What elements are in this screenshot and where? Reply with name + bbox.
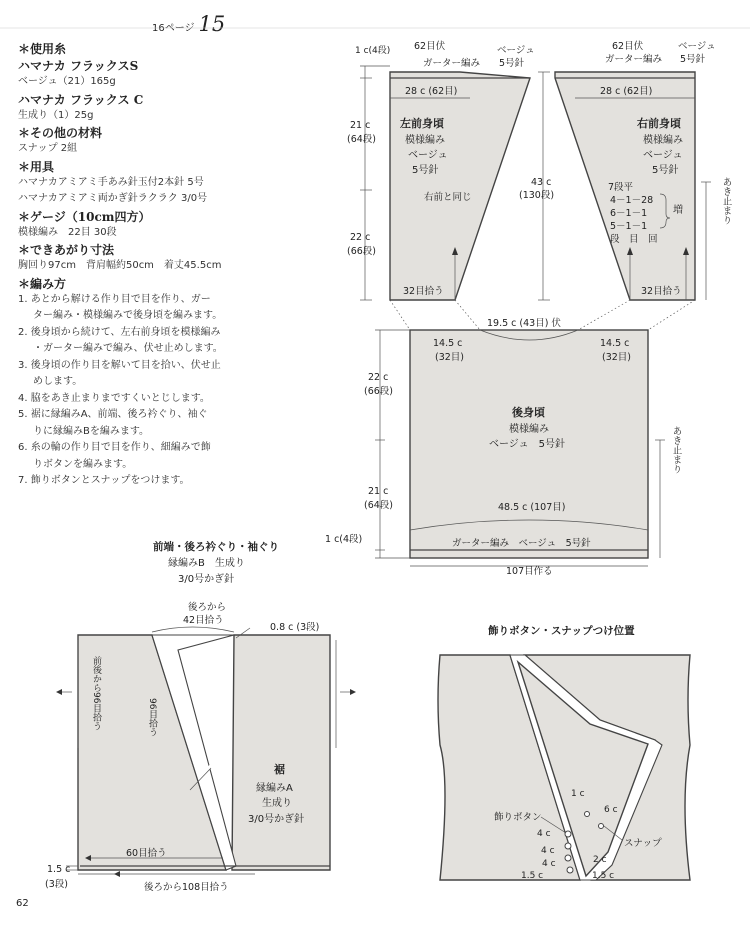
back-shoulder-left: 14.5 c [433,338,463,349]
back-opening: あき止まり [670,426,682,474]
right-front-dec-4: 5－1－1 [610,221,648,232]
step-6-cont: りボタンを編みます。 [33,458,133,470]
edging-hook: 3/0号かぎ針 [178,574,235,585]
step-2-cont: ・ガーター編みで編み、伏せ止めします。 [33,343,223,354]
right-front-inc: 増 [673,205,683,216]
left-front-top-margin: 1 c(4段) [355,46,391,56]
right-front-dec-2: 4－1－28 [610,195,654,206]
step-3-cont: めします。 [33,376,83,387]
right-front-total-h: 43 c [531,177,552,188]
edging-hem-pattern: 縁編みA [256,783,293,794]
left-front-lower-rows: (66段) [347,246,377,257]
tools-title: ＊用具 [18,159,55,174]
left-front-needle: 5号針 [412,165,439,176]
button-diagram-title: 飾りボタン・スナップつけ位置 [488,625,635,637]
edging-hem-h: 1.5 c [47,864,71,875]
left-front-top-sts: 62目伏 [414,41,446,52]
button-dim-4: 2 c [593,855,607,865]
edging-front-back-side: 前後から96目拾う [91,656,101,731]
left-front-pattern: 模様編み [405,135,445,146]
right-front-needle: 5号針 [652,165,679,176]
edging-back-neck-sts: 42目拾う [183,615,224,626]
right-front-dec-3: 6－1－1 [610,208,648,219]
back-lower-rows: (64段) [364,500,394,511]
edging-diagram [45,540,356,893]
edging-title: 前端・後ろ衿ぐり・袖ぐり [153,541,279,553]
back-neck: 19.5 c (43目) 伏 [487,318,561,329]
yarn2-detail: 生成り（1）25g [18,109,94,121]
right-front-top-sts: 62目伏 [612,41,644,52]
edging-hem-front: 60目拾う [126,848,167,859]
tool1: ハマナカアミアミ手あみ針玉付2本針 5号 [18,176,204,188]
back-piece [325,317,682,577]
back-title: 後身頃 [512,406,545,419]
gauge-title: ＊ゲージ（10cm四方） [18,209,151,224]
right-front-pattern: 模様編み [643,135,683,146]
button-dim-8: 1.5 c [592,871,615,881]
edging-front-right [232,635,330,870]
left-front-color: ベージュ [408,150,448,161]
back-lower-h: 21 c [368,486,389,497]
snap-1 [585,812,590,817]
right-front-top-color: ベージュ [678,41,716,52]
left-front-pickup: 32目拾う [403,286,444,297]
left-front-top-needle: 5号針 [499,58,525,69]
right-front-dec-5: 段 目 回 [610,234,658,245]
button-dim-2: 6 c [604,805,618,815]
left-front-shoulder-width: 28 c (62目) [405,86,458,97]
step-1-cont: ター編み・模様編みで後身頃を編みます。 [33,310,223,321]
edging-back-neck: 後ろから [188,602,227,613]
back-shoulder-right-sts: (32目) [602,352,632,363]
step-5-cont: りに縁編みBを編みます。 [33,425,150,437]
snap-2 [599,824,604,829]
button-dim-6: 4 c [542,859,556,869]
button-1 [565,831,571,837]
back-pattern: 模様編み [509,424,549,435]
materials-title: ＊使用糸 [18,42,67,56]
step-7: 7. 飾りボタンとスナップをつけます。 [18,475,190,486]
method-title: ＊編み方 [18,276,67,291]
yarn2-name: ハマナカ フラックス C [18,92,144,107]
back-width: 48.5 c (107目) [498,502,566,513]
tool2: ハマナカアミアミ両かぎ針ラクラク 3/0号 [18,193,208,204]
button-dim-3: 4 c [537,829,551,839]
right-front-top-needle: 5号針 [680,54,706,65]
step-1: 1. あとから解ける作り目で目を作り、ガー [18,293,211,305]
right-front-color: ベージュ [643,150,683,161]
step-5: 5. 裾に縁編みA、前端、後ろ衿ぐり、袖ぐ [18,409,208,420]
edging-subtitle: 縁編みB 生成り [168,558,245,569]
back-cast-on: 107目作る [506,566,553,577]
step-4: 4. 脇をあき止まりまですくいとじします。 [18,392,210,404]
yarn1-name: ハマナカ フラックスS [18,59,139,73]
button-dim-5: 4 c [541,846,555,856]
edging-width: 0.8 c (3段) [270,622,320,633]
left-front-upper-h: 21 c [350,120,371,131]
back-shoulder-right: 14.5 c [600,338,630,349]
edging-hem-title: 裾 [274,763,285,776]
edging-front-pickup: 96目拾う [147,698,157,737]
back-band-h: 1 c(4段) [325,534,363,545]
left-front-top-color: ベージュ [497,45,535,56]
left-front-top-band: ガーター編み [423,58,481,69]
other-detail: スナップ 2組 [18,143,78,154]
button-diagram [438,624,690,881]
right-front-top-band: ガーター編み [605,54,663,65]
left-front-lower-h: 22 c [350,232,371,243]
right-front-shoulder-width: 28 c (62目) [600,86,653,97]
step-3: 3. 後身頃の作り目を解いて目を拾い、伏せ止 [18,359,221,371]
size-detail: 胸回り97cm 背肩幅約50cm 着丈45.5cm [18,260,222,271]
yarn1-detail: ベージュ（21）165g [18,76,116,87]
back-upper-h: 22 c [368,372,389,383]
edging-hem-color: 生成り [262,798,292,809]
left-front-same-note: 右前と同じ [424,192,472,203]
left-front-piece [347,40,535,300]
step-6: 6. 糸の輪の作り目で目を作り、細編みで飾 [18,442,211,453]
step-2: 2. 後身頃から続けて、左右前身頃を模様編み [18,326,221,338]
other-title: ＊その他の材料 [18,126,103,140]
button-2 [565,843,571,849]
button-label: 飾りボタン [494,812,542,823]
edging-hem-hook: 3/0号かぎ針 [248,814,305,825]
button-3 [565,855,571,861]
button-4 [567,867,573,873]
left-front-title: 左前身頃 [400,117,444,130]
edging-hem-back: 後ろから108目拾う [144,882,229,893]
left-front-shape [390,72,530,300]
right-front-opening: あき止まり [720,177,732,225]
right-front-title: 右前身頃 [637,117,681,130]
size-title: ＊できあがり寸法 [18,243,115,257]
gauge-detail: 模様編み 22目 30段 [18,226,117,238]
pattern-number: 15 [198,12,226,36]
right-front-pickup: 32目拾う [641,286,682,297]
back-color-needle: ベージュ 5号針 [489,439,565,450]
back-shoulder-left-sts: (32目) [435,352,465,363]
right-front-total-rows: (130段) [519,190,555,201]
back-upper-rows: (66段) [364,386,394,397]
back-band: ガーター編み ベージュ 5号針 [452,538,591,549]
button-dim-7: 1.5 c [521,871,544,881]
right-front-piece [519,40,732,300]
page-number: 62 [16,898,29,909]
edging-hem-rows: (3段) [45,879,68,890]
right-front-dec-1: 7段平 [608,182,634,193]
button-dim-1: 1 c [571,789,585,799]
left-front-upper-rows: (64段) [347,134,377,145]
page-ref: 16ページ [152,23,195,34]
snap-label: スナップ [624,838,662,849]
